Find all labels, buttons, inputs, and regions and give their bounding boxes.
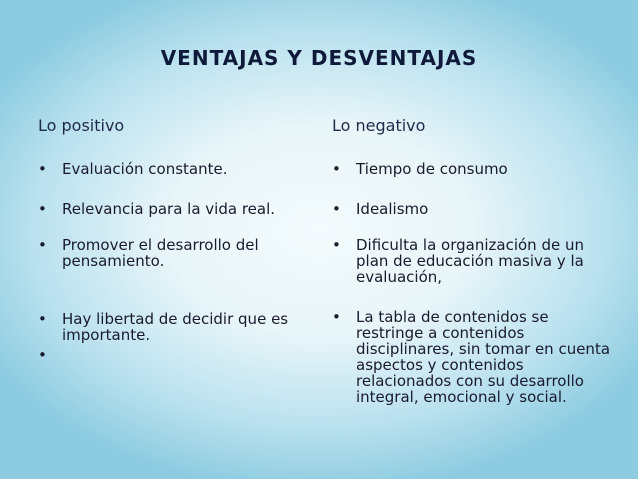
bullet: • [38,160,47,178]
list-item [332,161,612,177]
bullet: • [38,346,47,364]
list-item-text: Tiempo de consumo [356,160,508,178]
negative-list [332,161,612,405]
list-item-text: Idealismo [356,200,429,218]
list-item-text: Hay libertad de decidir que es importante. [62,310,289,344]
bullet: • [332,200,341,218]
bullet: • [332,160,341,178]
list-item-text: Dificulta la organización de un plan de educación masiva y la evaluación, [356,236,584,286]
list-item [38,311,308,343]
list-item [332,237,612,285]
positive-list [38,160,308,364]
list-item-text: Evaluación constante. [62,160,228,178]
bullet: • [332,308,341,326]
bullet: • [38,200,47,218]
positive-heading: Lo positivo [38,116,125,135]
list-item-text: La tabla de contenidos se restringe a contenidos disciplinares, sin tomar en cuenta aspectos y contenidos relacionados con su desarrollo integral, emocional y social. [356,308,611,406]
negative-heading: Lo negativo [332,116,426,135]
list-item-text: Relevancia para la vida real. [62,200,276,218]
slide-title: VENTAJAS Y DESVENTAJAS [160,46,478,70]
positive-column [38,116,308,364]
bullet: • [332,236,341,254]
list-item [38,161,308,177]
list-item [38,237,308,269]
bullet: • [38,310,47,328]
negative-column [332,116,612,405]
list-item-text: Promover el desarrollo del pensamiento. [62,236,259,270]
list-item [332,201,612,217]
list-item [332,309,612,405]
list-item [38,201,308,217]
bullet: • [38,236,47,254]
